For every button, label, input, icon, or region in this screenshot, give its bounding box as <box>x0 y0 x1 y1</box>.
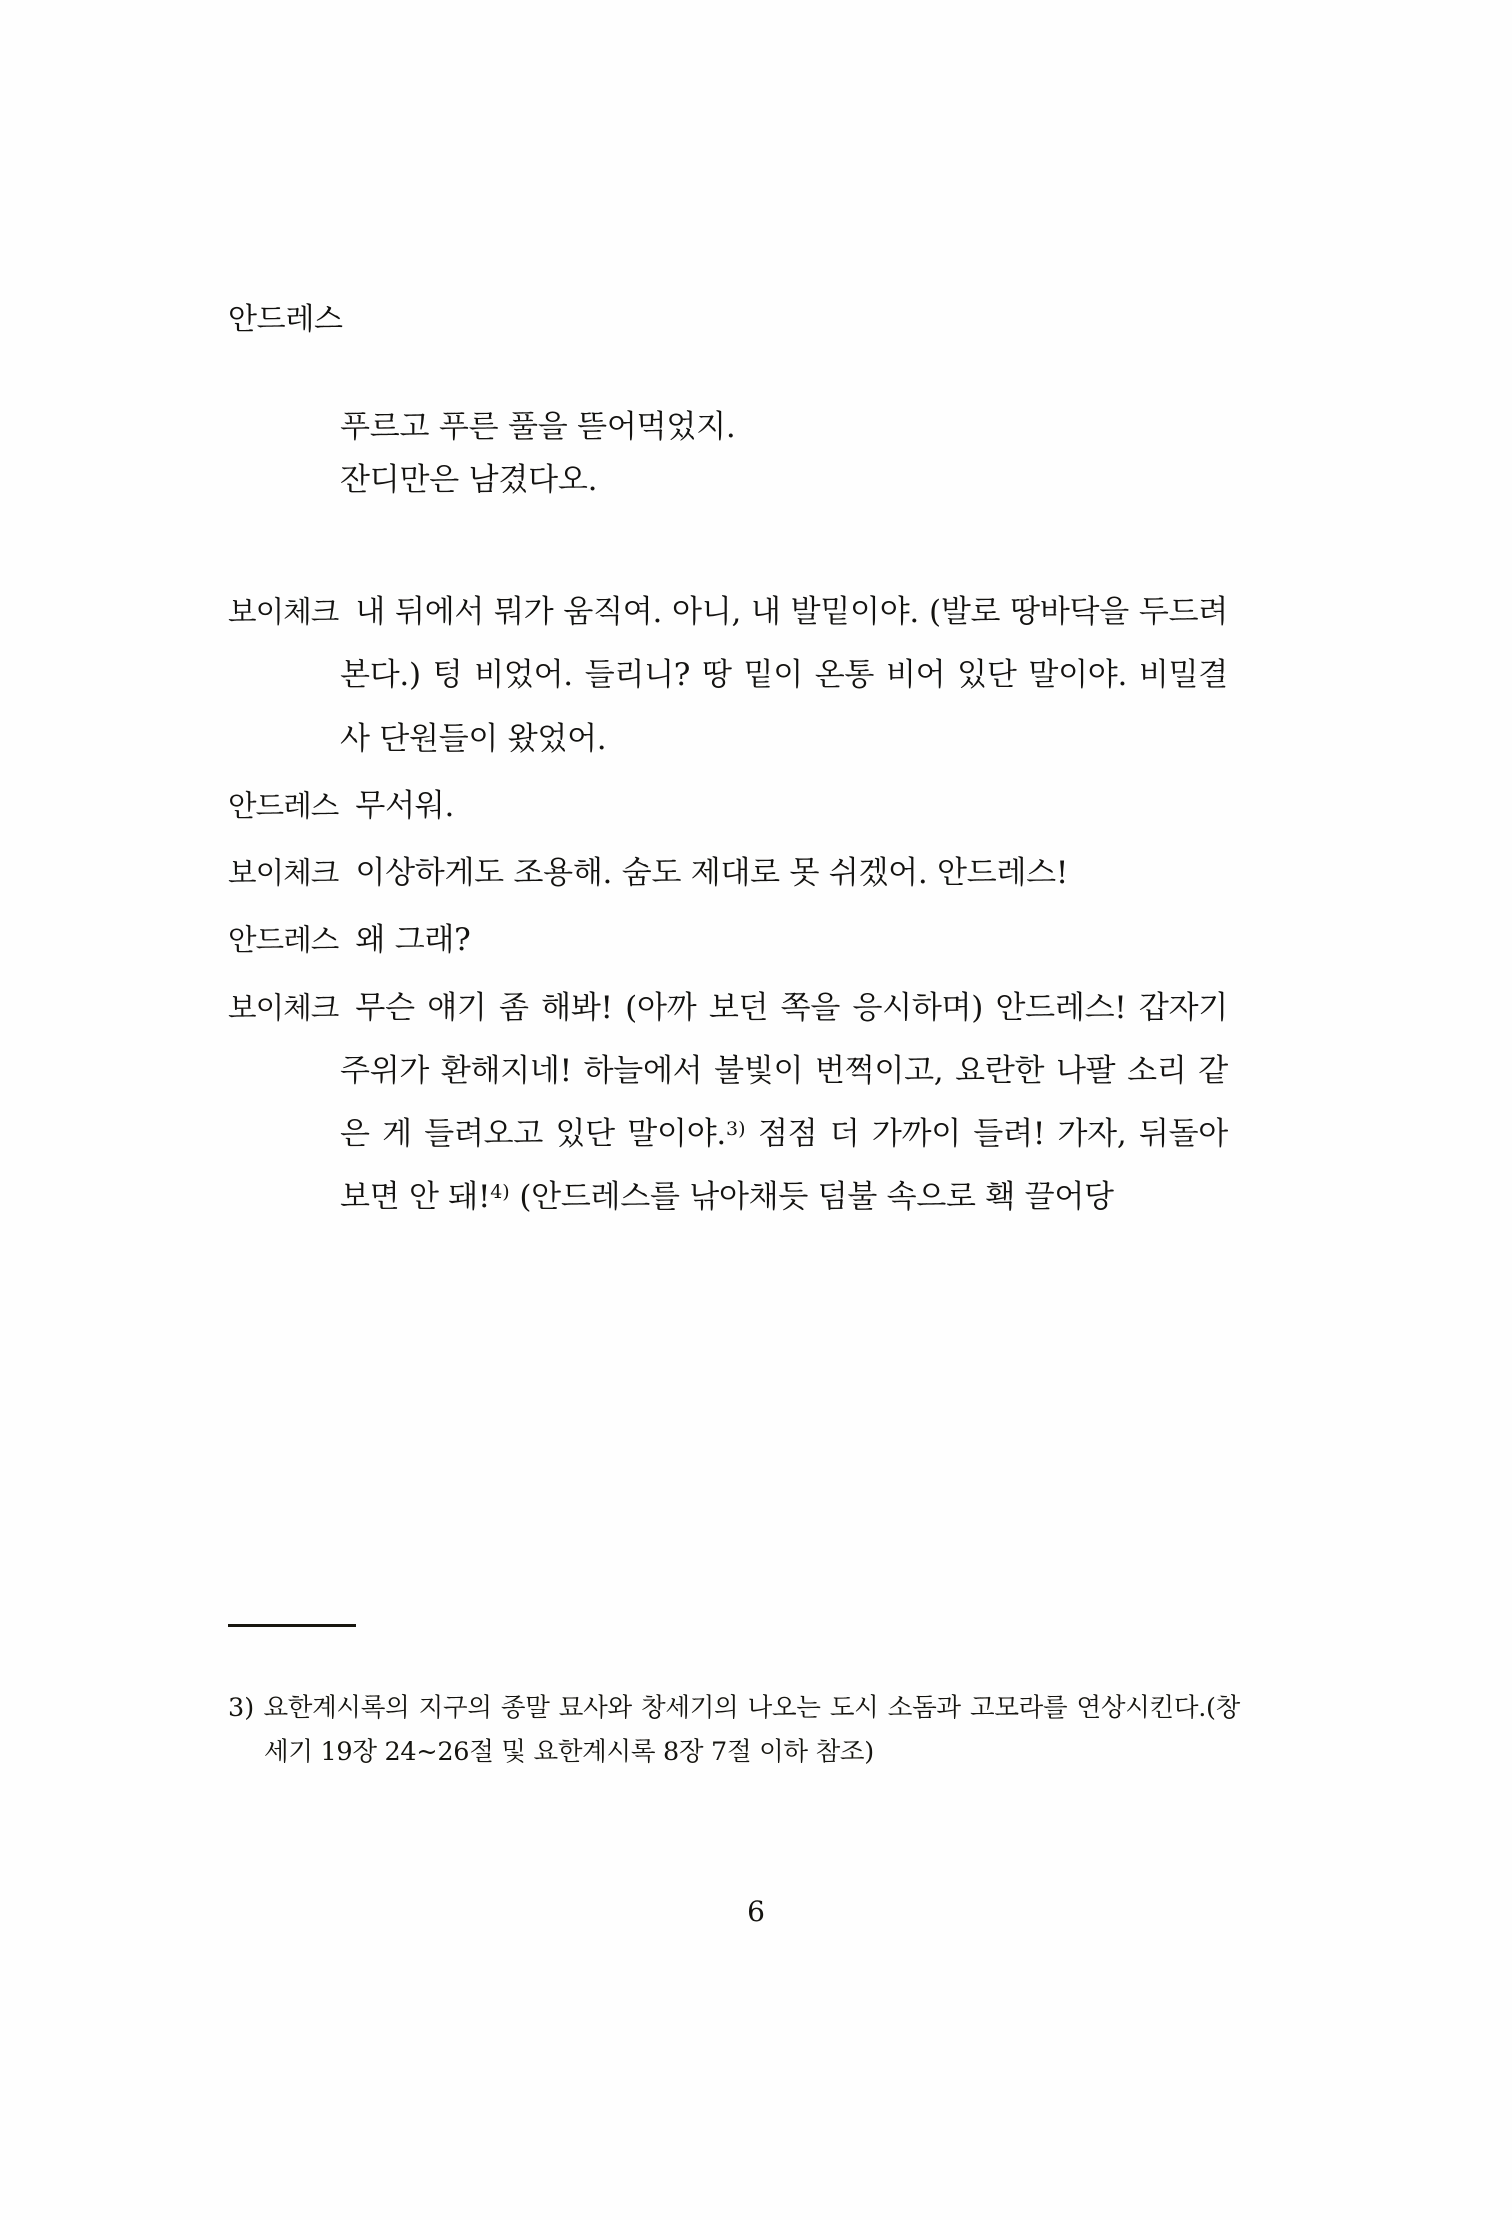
dialogue-text: 점점 더 가까이 들려! 가자, 뒤돌아보면 안 돼! <box>340 1116 1228 1216</box>
dialogue-line <box>228 775 1228 838</box>
dialogue-line <box>228 909 1228 972</box>
dialogue-text: 왜 그래? <box>355 922 471 959</box>
speaker-label: 보이체크 <box>228 856 339 891</box>
dialogue-text: 내 뒤에서 뭐가 움직여. 아니, 내 발밑이야. (발로 땅바닥을 두드려본다.) 텅 비었어. 들리니? 땅 밑이 온통 비어 있단 말이야. 비밀결사 단원들이 왔었어. <box>340 594 1228 757</box>
speaker-label: 보이체크 <box>228 595 339 630</box>
speaker-label: 안드레스 <box>228 788 339 823</box>
footnote-separator-rule <box>228 1624 356 1627</box>
footnote-ref-3[interactable]: 3) <box>726 1118 746 1140</box>
verse-block <box>228 401 1228 508</box>
footnote-area <box>228 1660 1240 1799</box>
page-number: 6 <box>747 1895 765 1928</box>
dialogue-line <box>228 581 1228 771</box>
verse-line: 잔디만은 남겼다오. <box>340 461 598 498</box>
footnote-ref-4[interactable]: 4) <box>490 1181 510 1204</box>
footnote-marker: 3) <box>228 1692 255 1723</box>
speaker-label: 보이체크 <box>228 990 339 1025</box>
type-area <box>228 300 1228 1233</box>
dialogue-line <box>228 842 1228 905</box>
verse-line: 푸르고 푸른 풀을 뜯어먹었지. <box>340 408 736 445</box>
footnote-text: 요한계시록의 지구의 종말 묘사와 창세기의 나오는 도시 소돔과 고모라를 연상시킨다.(창세기 19장 24~26절 및 요한계시록 8장 7절 이하 참조) <box>263 1692 1241 1767</box>
dialogue-text: 무서워. <box>355 787 455 824</box>
dialogue-text: 무슨 얘기 좀 해봐! (아까 보던 쪽을 응시하며) 안드레스! 갑자기 주위가 환해지네! 하늘에서 불빛이 번쩍이고, 요란한 나팔 소리 같은 게 들려오고 있단 말이야. <box>340 989 1228 1152</box>
footnote-item <box>228 1686 1240 1774</box>
speaker-label: 안드레스 <box>228 923 339 958</box>
dialogue-text: 이상하게도 조용해. 숨도 제대로 못 쉬겠어. 안드레스! <box>355 855 1069 892</box>
opening-speaker-line: 안드레스 <box>228 302 343 337</box>
dialogue-line <box>228 977 1228 1230</box>
dialogue-text: (안드레스를 낚아채듯 덤불 속으로 홱 끌어당 <box>509 1179 1114 1216</box>
